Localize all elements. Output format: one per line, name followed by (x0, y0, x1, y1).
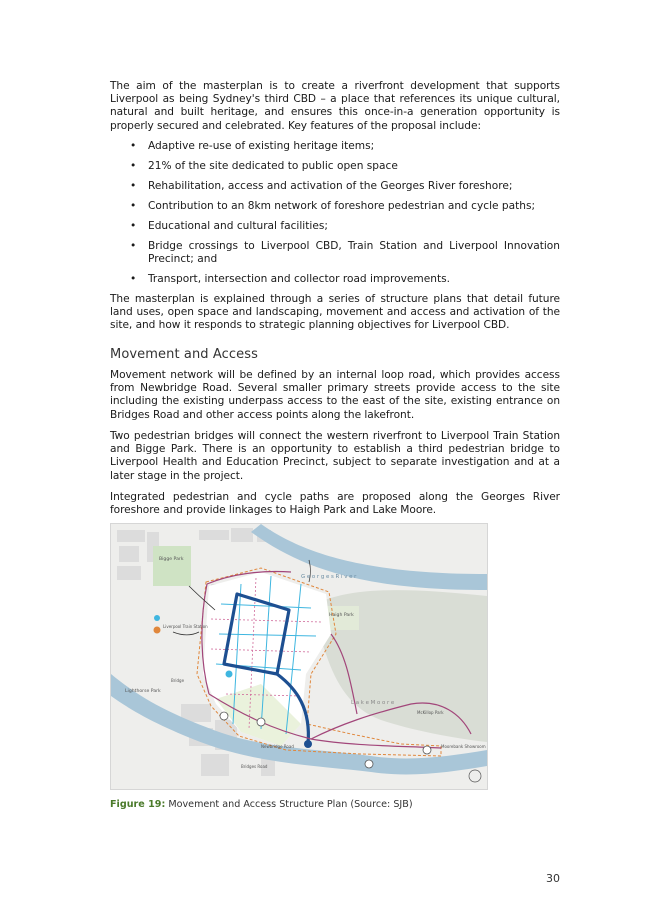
bullet: • (130, 220, 137, 232)
section-heading: Movement and Access (110, 347, 258, 362)
label-bigge-park: Bigge Park (159, 557, 184, 562)
feature-item: • Contribution to an 8km network of foreshore pedestrian and cycle paths; (130, 200, 536, 212)
label-bridge: Bridge (171, 678, 185, 683)
map-svg (111, 524, 487, 789)
bullet: • (130, 273, 137, 285)
movement-paragraph-1: Movement network will be defined by an internal loop road, which provides access from Newbridge Road. Several smaller primary streets provide access to the site including the existing underpass access to the east of the site, existing entrance on Bridges Road and other access points along the lakefront. (110, 369, 560, 421)
feature-item: • Adaptive re-use of existing heritage items; (130, 140, 375, 152)
feature-item: • 21% of the site dedicated to public open space (130, 160, 398, 172)
intro-paragraph: The aim of the masterplan is to create a riverfront development that supports Liverpool as being Sydney's third CBD – a place that references its unique cultural, natural and built heritage, and ensures this once-in-a generation opportunity is properly secured and celebrated. Key features of the proposal include: (110, 80, 560, 132)
bigge-park (153, 546, 191, 586)
bullet: • (130, 200, 137, 212)
figure-caption-text: Movement and Access Structure Plan (Source: SJB) (165, 799, 413, 810)
label-moorebank-showroom: Moorebank Showroom (441, 744, 486, 749)
label-haigh-park: Haigh Park (329, 613, 354, 618)
label-lake-moore: L a k e M o o r e (351, 700, 395, 706)
movement-paragraph-3: Integrated pedestrian and cycle paths are proposed along the Georges River foreshore and provide linkages to Haigh Park and Lake Moore. (110, 491, 560, 517)
figure-caption (110, 799, 413, 810)
feature-list (110, 140, 560, 293)
label-newbridge-road: Newbridge Road (261, 744, 294, 749)
feature-item: • Rehabilitation, access and activation of the Georges River foreshore; (130, 180, 513, 192)
bullet: • (130, 160, 137, 172)
movement-paragraph-2: Two pedestrian bridges will connect the western riverfront to Liverpool Train Station and Bigge Park. There is an opportunity to establish a third pedestrian bridge to Liverpool Health and Education Precinct, subject to separate investigation and at a later stage in the project. (110, 430, 560, 482)
feature-item: • Educational and cultural facilities; (130, 220, 328, 232)
structure-paragraph: The masterplan is explained through a series of structure plans that detail future land uses, open space and landscaping, movement and access and activation of the site, and how it responds to strategic planning objectives for Liverpool CBD. (110, 293, 560, 332)
label-lighthorse-park: Lighthorse Park (125, 689, 161, 694)
movement-structure-plan-map (110, 523, 488, 790)
label-georges-river: G e o r g e s R i v e r (301, 574, 357, 580)
bullet: • (130, 180, 137, 192)
bullet: • (130, 140, 137, 152)
label-liverpool-train-station: Liverpool Train Station (163, 624, 208, 629)
feature-item: • Transport, intersection and collector road improvements. (130, 273, 450, 285)
label-mckillop-park: McKillop Park (417, 710, 444, 715)
feature-item: • Bridge crossings to Liverpool CBD, Train Station and Liverpool Innovation Precinct; and (130, 240, 560, 265)
label-bridges-road: Bridges Road (241, 764, 268, 769)
figure-label: Figure 19: (110, 799, 166, 810)
bullet: • (130, 240, 137, 252)
page-number: 30 (546, 872, 560, 885)
